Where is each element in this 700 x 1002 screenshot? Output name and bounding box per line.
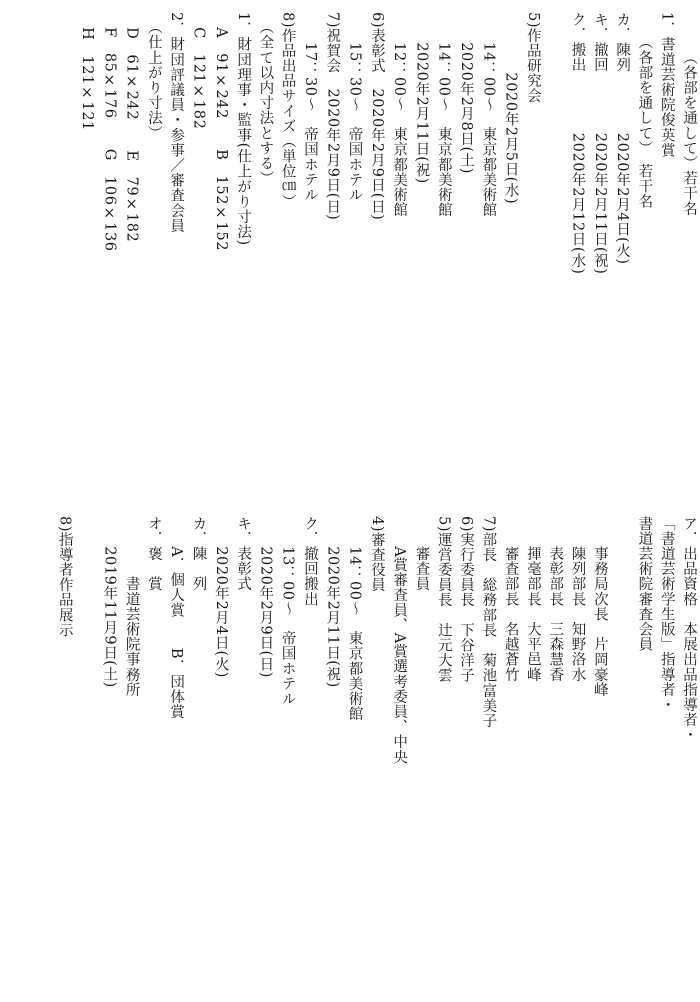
text-column: ク．撤回搬出 bbox=[301, 516, 318, 607]
text-column: 事務局次長 片岡豪峰 bbox=[591, 516, 608, 698]
text-column: 7)部長 総務部長 菊池富美子 bbox=[480, 516, 497, 729]
text-column: 6)表彰式 2020年2月9日(日) bbox=[368, 12, 385, 221]
text-column: キ．表彰式 bbox=[235, 516, 252, 592]
text-column: 2020年2月4日(火) bbox=[212, 516, 229, 679]
text-column: （各部を通して） 若干名 bbox=[636, 12, 653, 209]
text-column: 2．財団評議員・参事／審査会員 bbox=[168, 12, 185, 234]
text-column: 2019年11月9日(土) bbox=[101, 516, 118, 688]
text-column: D 61×242 E 79×182 bbox=[123, 12, 140, 243]
text-column: 2020年2月9日(日) bbox=[257, 516, 274, 679]
text-column: 12：00〜 東京都美術館 bbox=[391, 12, 408, 218]
text-column: （全て以内寸法とする） bbox=[257, 12, 274, 186]
text-column: 5)作品研究会 bbox=[524, 12, 541, 104]
text-column: 2020年2月5日(水) bbox=[502, 12, 519, 205]
top-columns bbox=[76, 12, 700, 508]
text-column: 7)祝賀会 2020年2月9日(日) bbox=[324, 12, 341, 221]
text-column: 揮毫部長 大平邑峰 bbox=[524, 516, 541, 683]
text-column: ア．出品資格 本展出品指導者・ bbox=[681, 516, 697, 743]
text-column: H 121×121 bbox=[78, 12, 95, 131]
text-column: A 91×242 B 152×152 bbox=[212, 12, 229, 252]
text-column: 審査部長 名越蒼竹 bbox=[502, 516, 519, 683]
text-column: 8)作品出品サイズ（単位㎝） bbox=[279, 12, 296, 210]
text-column: A賞審査員、A賞選考委員、中央 bbox=[391, 516, 408, 765]
text-column: （仕上がり寸法） bbox=[145, 12, 162, 141]
text-column: A．個人賞 B．団体賞 bbox=[168, 516, 185, 720]
text-column: 15：30〜 帝国ホテル bbox=[346, 12, 363, 203]
text-column: 14：00〜 東京都美術館 bbox=[435, 12, 452, 218]
text-column: F 85×176 G 106×136 bbox=[101, 12, 118, 252]
text-column: 審査員 bbox=[413, 516, 430, 592]
bottom-band bbox=[0, 516, 700, 996]
text-column: 2020年2月11日(祝) bbox=[324, 516, 341, 688]
text-column: 「書道芸術学生版」指導者・ bbox=[658, 516, 675, 713]
text-column: C 121×182 bbox=[190, 12, 207, 130]
text-column: オ．褒 賞 bbox=[145, 516, 162, 592]
text-column: 5)運営委員長 辻元大雲 bbox=[435, 516, 452, 684]
text-column: 6)実行委員長 下谷洋子 bbox=[458, 516, 475, 684]
text-column: 4)審査役員 bbox=[368, 516, 385, 593]
text-column: キ．撤回 2020年2月11日(祝) bbox=[591, 12, 608, 275]
text-column: 1．財団理事・監事(仕上がり寸法) bbox=[235, 12, 252, 246]
text-column: 2020年2月11日(祝) bbox=[413, 12, 430, 184]
text-column: 14：00〜 東京都美術館 bbox=[480, 12, 497, 218]
text-column: 表彰部長 三森慧香 bbox=[547, 516, 564, 683]
text-column: 13：00〜 帝国ホテル bbox=[279, 516, 296, 707]
text-column: 書道芸術院事務所 bbox=[123, 516, 140, 698]
top-band bbox=[0, 12, 700, 508]
text-column: 書道芸術院審査会員 bbox=[636, 516, 653, 652]
text-column bbox=[76, 516, 98, 996]
text-column: カ．陳 列 bbox=[190, 516, 207, 592]
text-column: 1．書道芸術院俊英賞 bbox=[658, 12, 675, 158]
text-column: 陳列部長 知野洛水 bbox=[569, 516, 586, 683]
bottom-columns bbox=[53, 516, 700, 996]
text-column: 2020年2月8日(土) bbox=[458, 12, 475, 175]
text-column: 17：30〜 帝国ホテル bbox=[301, 12, 318, 203]
text-column: 8)指導者作品展示 bbox=[56, 516, 73, 638]
text-column bbox=[611, 516, 633, 996]
text-column: （各部を通して）若干名 bbox=[681, 12, 697, 217]
text-column bbox=[544, 12, 566, 508]
text-column: ク．搬出 2020年2月12日(水) bbox=[569, 12, 586, 275]
text-column: 14：00〜 東京都美術館 bbox=[346, 516, 363, 722]
text-column: カ．陳列 2020年2月4日(火) bbox=[614, 12, 631, 265]
